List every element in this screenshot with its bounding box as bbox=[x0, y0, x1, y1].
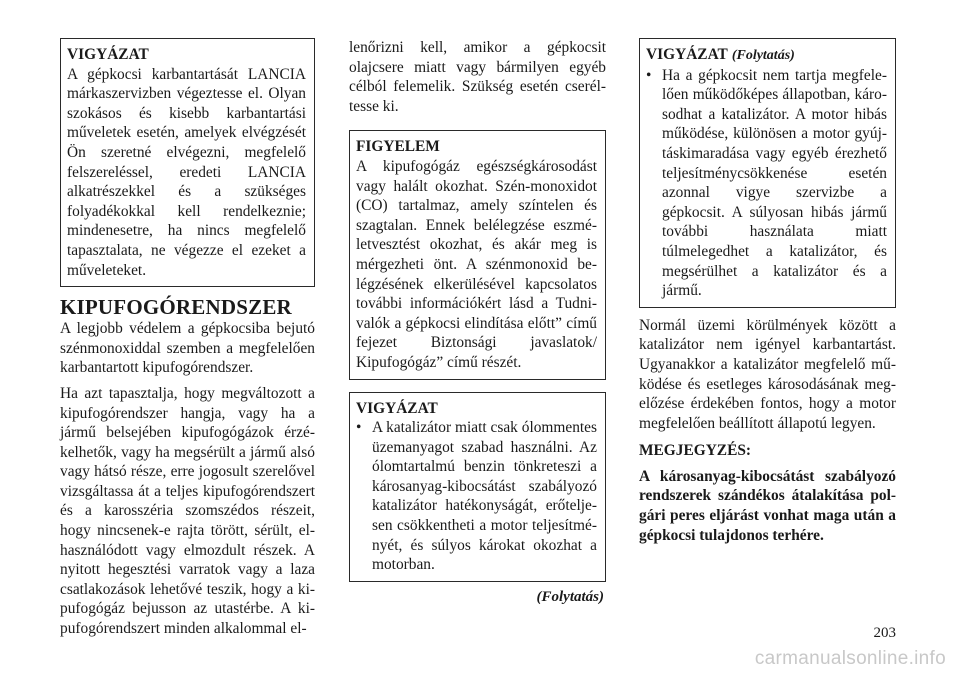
bullet-item bbox=[356, 418, 597, 575]
bullet-text: Ha a gépkocsit nem tartja megfelelően működőképes állapotban, károsodhat a katalizátor. A motor hibás működése, különösen a motor gyújtáskimaradása vagy egyéb érezhető teljesítménycsökkenése esetén azonnal vigye szervizbe a gépkocsit. A súlyosan hibás jármű további használata miatt túlmelegedhet a katalizátor, és megsérülhet a katalizátor és a jármű. bbox=[662, 66, 887, 300]
warning-text: A gépkocsi karbantartását LANCIA márkaszervizben végeztesse el. Olyan szokásos és kisebb karbantartási műveletek esetén, amelyek elvégzését Ön szeretné elvégezni, megfelelő felszereléssel, eredeti LANCIA alkatrészekkel és a szükséges folyadékokkal kell rendelkeznie; mindenesetre, ha nincs megfelelő tapasztalata, ne végezze el ezeket a műveleteket. bbox=[67, 65, 306, 279]
warning-title-text: VIGYÁZAT bbox=[646, 46, 728, 63]
paragraph: Normál üzemi körülmények között a katalizátor nem igényel karbantartást. Ugyanakkor a katalizátor megfelelő működése és esetleges károsodásának megelőzése érdekében fontos, hogy a motor megfelelően beállított állapotú legyen. bbox=[639, 316, 896, 432]
note-title: FIGYELEM bbox=[356, 138, 440, 156]
warning-title bbox=[646, 45, 887, 66]
bullet-marker: • bbox=[646, 66, 652, 84]
note-heading: MEGJEGYZÉS: bbox=[639, 442, 752, 460]
note-text: A károsanyag-kibocsátást szabályozó rendszerek szándékos átalakítása polgári peres eljárást vonhat maga után a gépkocsi tulajdonos terhére. bbox=[639, 467, 896, 544]
bullet-marker: • bbox=[356, 419, 362, 437]
warning-box bbox=[349, 392, 606, 582]
warning-box bbox=[60, 38, 315, 287]
note-text: A kipufogógáz egészségkárosodást vagy halált okozhat. Szén-monoxidot (CO) tartalmaz, amely színtelen és szagtalan. Ennek belélegzése eszméletvesztést okozhat, és akár meg is mérgezheti önt. A szénmonoxid belégzésének elkerülésével kapcsolatos további információkért lásd a Tudnivalók a gépkocsi elindítása előtt” című fejezet Biztonsági javaslatok/ Kipufogógáz” című részét. bbox=[356, 157, 597, 371]
paragraph: lenőrizni kell, amikor a gépkocsit olajcsere miatt vagy bármilyen egyéb célból felemelik. Szükség esetén cseréltesse ki. bbox=[349, 39, 606, 115]
warning-title: VIGYÁZAT bbox=[67, 46, 149, 63]
warning-title: VIGYÁZAT bbox=[356, 399, 438, 417]
column-middle bbox=[349, 38, 606, 607]
continued-label: (Folytatás) bbox=[731, 48, 795, 63]
warning-box bbox=[639, 38, 896, 308]
watermark: carmanualsonline.info bbox=[754, 648, 946, 669]
section-heading: KIPUFOGÓRENDSZER bbox=[60, 295, 292, 320]
continued-label: (Folytatás) bbox=[536, 588, 604, 605]
page-number: 203 bbox=[873, 625, 896, 641]
column-right bbox=[639, 38, 896, 545]
paragraph: A legjobb védelem a gépkocsiba bejutó szénmonoxiddal szemben a megfelelően karbantartott kipufogórendszer. bbox=[60, 320, 315, 377]
paragraph: Ha azt tapasztalja, hogy megváltozott a kipufogórendszer hangja, vagy ha a jármű belsejében kipufogógázok érzékelhetők, vagy ha megsérült a jármű alsó vagy hátsó része, erre jogosult szerelővel vizsgáltassa át a teljes kipufogórendszert és a karosszéria szomszédos részeit, hogy nincsenek-e rajta törött, sérült, elhasználódott vagy elmozdult részek. A nyitott hegesztési varratok vagy a laza csatlakozások lehetővé teszik, hogy a kipufogógáz bejusson az utastérbe. A kipufogórendszert minden alkalommal el- bbox=[60, 384, 315, 638]
bullet-text: A katalizátor miatt csak ólommentes üzemanyagot szabad használni. Az ólomtartalmú benzin tönkreteszi a károsanyag-kibocsátást szabályozó katalizátor hatékonyságát, erőteljesen csökkentheti a motor teljesítményét, és súlyos károkat okozhat a motorban. bbox=[372, 419, 597, 574]
bullet-item bbox=[646, 66, 887, 301]
note-box bbox=[349, 130, 606, 379]
column-left bbox=[60, 38, 315, 639]
